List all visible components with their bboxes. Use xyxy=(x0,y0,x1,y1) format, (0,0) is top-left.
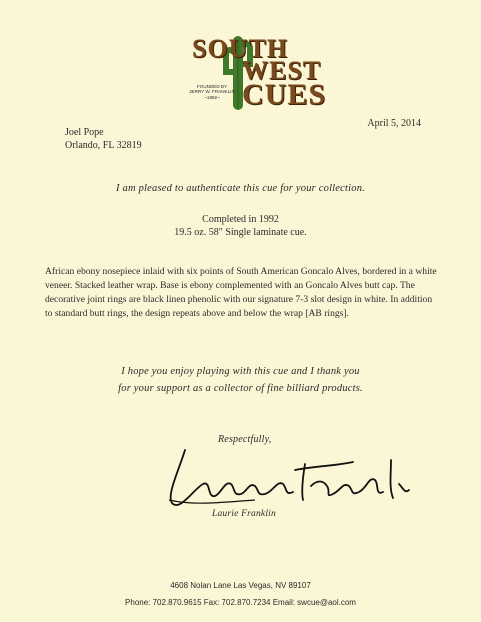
closing-line1: I hope you enjoy playing with this cue and I thank you xyxy=(121,366,360,377)
logo-founded xyxy=(182,84,242,100)
completed-block xyxy=(0,213,481,239)
footer-contact: Phone: 702.870.9615 Fax: 702.870.7234 Email: swcue@aol.com xyxy=(125,598,356,607)
cue-description: African ebony nosepiece inlaid with six points of South American Goncalo Alves, bordered in a white veneer. Stacked leather wrap. Base is ebony complemented with an Goncalo Alves butt cap. The decorative joint rings are black linen phenolic with our signature 7-3 slot design in white. In addition to standard butt rings, the design repeats above and below the wrap [AB rings]. xyxy=(45,266,437,319)
southwest-cues-logo xyxy=(178,32,328,114)
completed-year: Completed in 1992 xyxy=(202,214,279,225)
recipient-name: Joel Pope xyxy=(65,127,104,138)
respectfully: Respectfully, xyxy=(218,434,272,445)
logo-south: SOUTH xyxy=(192,34,289,63)
closing-text xyxy=(0,363,481,397)
recipient-address xyxy=(65,126,142,152)
logo-west: WEST xyxy=(242,56,322,85)
handwritten-signature xyxy=(155,440,415,520)
founded-line2: JERRY W. FRANKLIN xyxy=(189,89,235,95)
letter-date: April 5, 2014 xyxy=(367,118,421,129)
founded-line1: FOUNDED BY xyxy=(196,84,228,89)
cue-specs: 19.5 oz. 58" Single laminate cue. xyxy=(174,227,307,238)
intro-line: I am pleased to authenticate this cue for your collection. xyxy=(116,183,365,194)
recipient-city: Orlando, FL 32819 xyxy=(65,140,142,151)
logo-cues: CUES xyxy=(242,78,327,111)
closing-line2: for your support as a collector of fine billiard products. xyxy=(118,383,363,394)
footer-address: 4608 Nolan Lane Las Vegas, NV 89107 xyxy=(170,581,311,590)
signer-name: Laurie Franklin xyxy=(212,509,276,519)
founded-line3: ~1982~ xyxy=(204,94,220,100)
